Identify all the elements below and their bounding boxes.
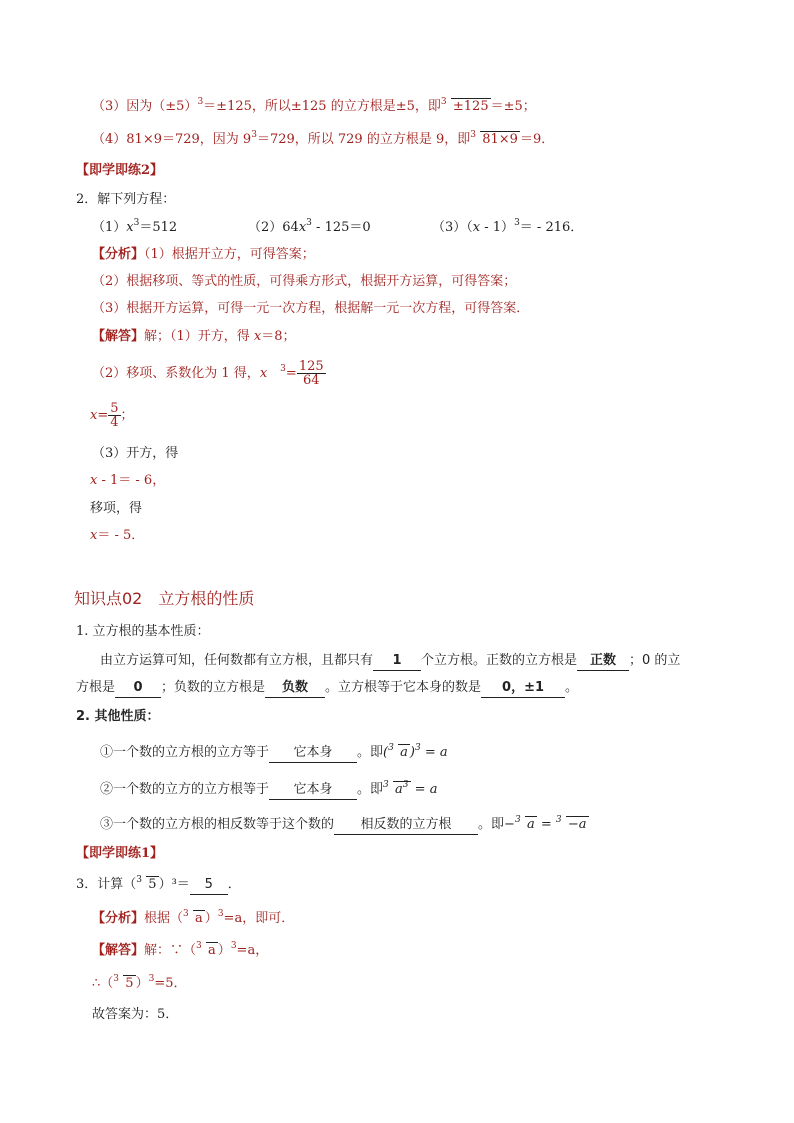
answer-line-x: x= $\frac{5}{4}$ ； — [90, 401, 134, 430]
analysis-line-3: （3）根据开方运算，可得一元一次方程，根据解一元一次方程，可得答案． — [92, 301, 530, 316]
question-2: 2．解下列方程： — [76, 192, 176, 207]
answer-line-2: （2）移项、系数化为 1 得，x $^3$= $\frac{125}{64}$ — [92, 359, 324, 388]
fraction-5-4: $\frac{5}{4}$ — [110, 401, 119, 430]
practice-1-analysis: 【分析】根据（ 3 a ）$^3$=a，即可． — [92, 909, 295, 926]
answer-line-3-move: 移项，得 — [90, 501, 143, 516]
blank-opposite: 相反数的立方根 — [334, 816, 478, 835]
formula-root-of-cube: 3 $a^3 = a$ — [383, 780, 438, 797]
property-1: ①一个数的立方根的立方等于 它本身 。即( 3 a )$^3$ = a — [100, 744, 448, 763]
blank-negative: 负数 — [265, 679, 325, 698]
question-3: 3．计算（ 3 5 ）³＝ 5 ． — [76, 876, 241, 895]
other-properties-heading: 2. 其他性质： — [76, 709, 160, 724]
property-2: ②一个数的立方的立方根等于 它本身 。即 3 $a^3 = a$ — [100, 781, 437, 800]
blank-self: 0，±1 — [481, 679, 565, 698]
line-item-3: （3）因为$(\pm 5)^3=\pm 125$，所以±125 的立方根是±5，即 3 ±125 ＝±5； — [92, 97, 536, 114]
answer-text-2: （2）移项、系数化为 1 得， — [92, 366, 260, 381]
property-3: ③一个数的立方根的相反数等于这个数的 相反数的立方根 。即− 3 a = 3 −a — [100, 816, 589, 835]
practice-1-answer-3: 故答案为：5． — [92, 1007, 179, 1022]
practice-1-tag: 【即学即练1】 — [76, 846, 164, 861]
analysis-line-1 — [92, 246, 315, 264]
line-item-4: （4）81×9＝729，因为 $9^3=729$，所以 729 的立方根是 9，即 3 81×9 ＝9． — [92, 130, 555, 147]
blank-five: 5 — [190, 876, 228, 895]
answer-line-3-result: x＝ - 5． — [90, 528, 145, 543]
answer-line-1: 【解答】解；（1）开方，得 x＝8； — [92, 329, 296, 344]
practice-1-answer-2: ∴（ 3 5 ）$^3$=5． — [92, 974, 187, 991]
formula-cube-of-root: ( 3 a )$^3$ = a — [383, 743, 448, 760]
answer-line-3: （3）开方，得 — [92, 446, 179, 461]
question-2-eq3: （3）（x - 1）$^3$＝ - 216． — [432, 218, 584, 235]
basic-paragraph-1: 由立方运算可知，任何数都有立方根，且都只有 1 个立方根。正数的立方根是 正数 ；0 的立 — [100, 652, 680, 671]
blank-positive: 正数 — [577, 652, 629, 671]
answer-tag: 【解答】 — [92, 329, 145, 344]
analysis-text-1: （1）根据开立方，可得答案； — [144, 247, 315, 262]
analysis-line-2: （2）根据移项、等式的性质，可得乘方形式，根据开方运算，可得答案； — [92, 274, 517, 289]
blank-one: 1 — [373, 652, 421, 671]
blank-zero: 0 — [115, 679, 161, 698]
section-title: 知识点02 立方根的性质 — [74, 589, 255, 608]
practice-2-tag: 【即学即练2】 — [76, 163, 164, 178]
practice-1-answer-1: 【解答】解：∵（ 3 a ）$^3$=a， — [92, 941, 269, 958]
question-2-eq2: $(2)64x^3 - 125=0$ — [248, 218, 371, 235]
fraction-125-64: $\frac{125}{64}$ — [298, 359, 324, 388]
question-2-eq1: $(1)x^3=512$ — [92, 218, 178, 235]
basic-properties-heading: 1. 立方根的基本性质： — [76, 624, 210, 639]
blank-itself-1: 它本身 — [269, 744, 357, 763]
analysis-tag: 【分析】 — [92, 247, 145, 262]
blank-itself-2: 它本身 — [269, 781, 357, 800]
basic-paragraph-2: 方根是 0 ；负数的立方根是 负数 。立方根等于它本身的数是 0，±1 。 — [76, 679, 578, 698]
formula-opposite-root: − 3 a = 3 −a — [504, 815, 587, 832]
answer-line-3-eq: x - 1＝ - 6， — [90, 473, 166, 488]
